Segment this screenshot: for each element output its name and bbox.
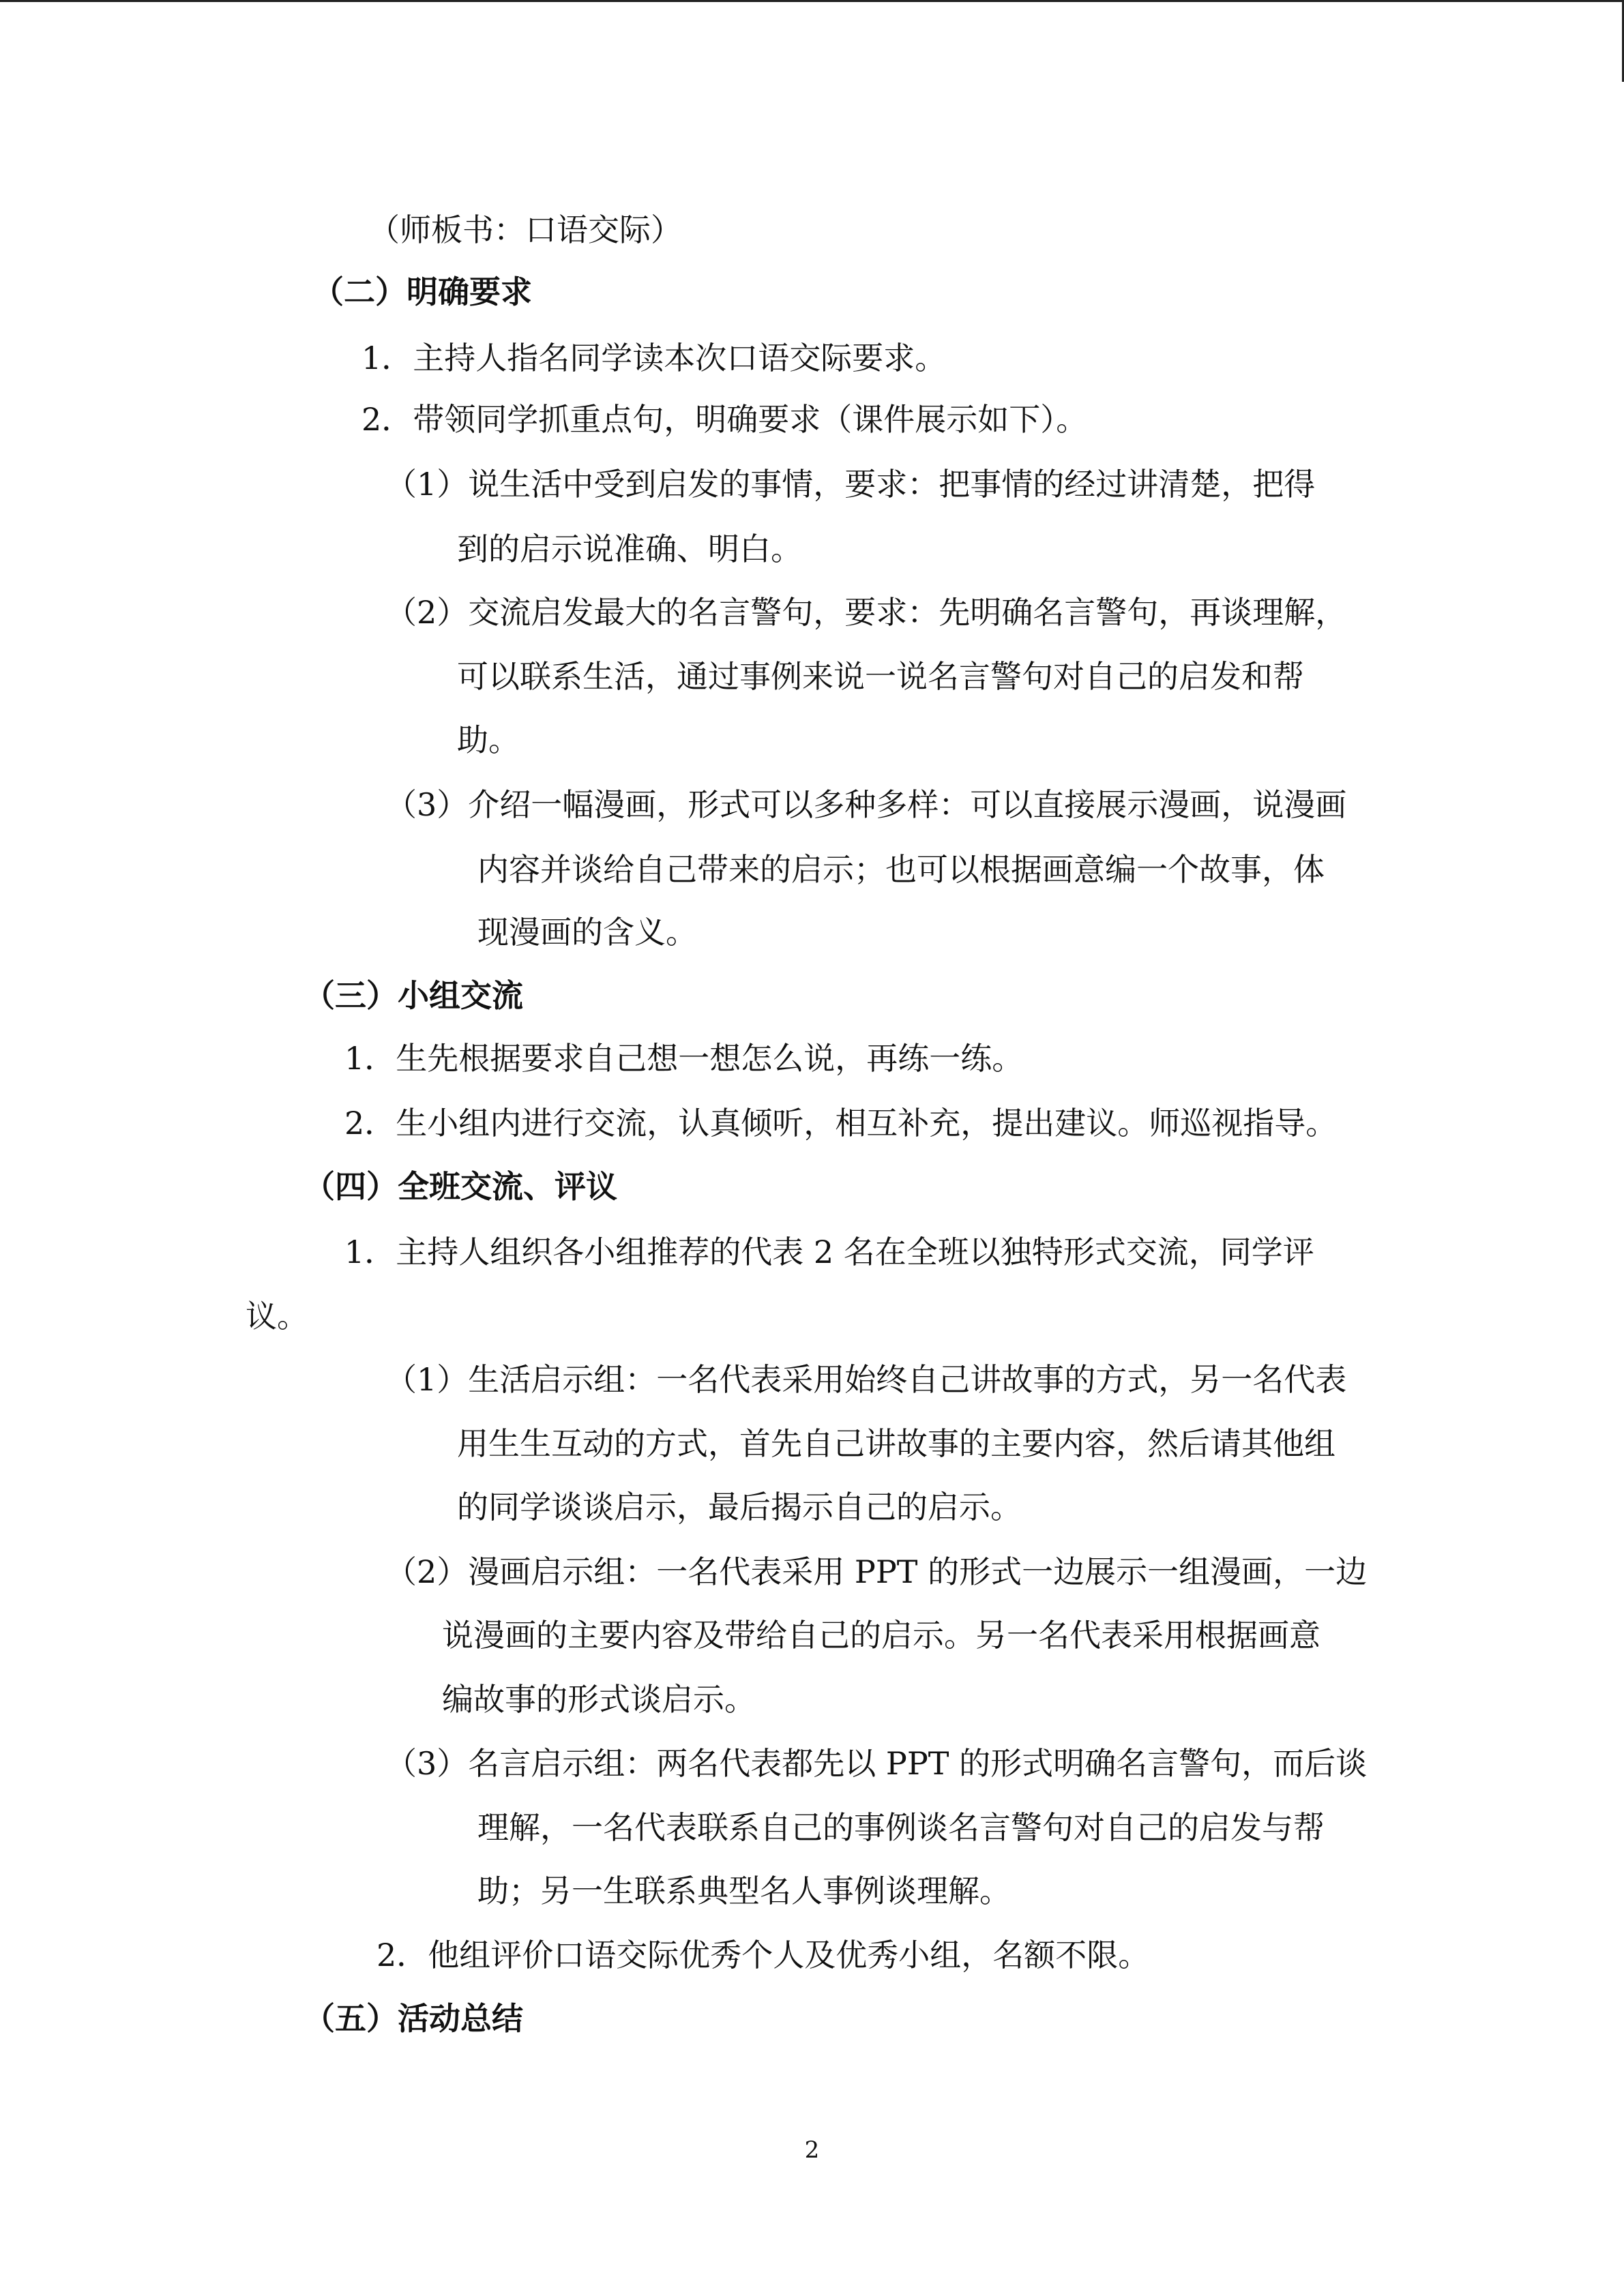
sub-item-continued: 助。 bbox=[457, 721, 520, 758]
sub-item: （2）漫画启示组：一名代表采用 PPT 的形式一边展示一组漫画，一边 bbox=[385, 1553, 1368, 1590]
section-heading-3: （三）小组交流 bbox=[304, 977, 523, 1014]
list-item: 1．主持人指名同学读本次口语交际要求。 bbox=[361, 340, 947, 376]
sub-item: （3）介绍一幅漫画，形式可以多种多样：可以直接展示漫画，说漫画 bbox=[385, 786, 1347, 823]
sub-item: （1）说生活中受到启发的事情，要求：把事情的经过讲清楚，把得 bbox=[385, 466, 1316, 503]
sub-item-continued: 编故事的形式谈启示。 bbox=[442, 1681, 756, 1718]
sub-item-continued: 助；另一生联系典型名人事例谈理解。 bbox=[477, 1873, 1011, 1909]
sub-item-continued: 内容并谈给自己带来的启示；也可以根据画意编一个故事，体 bbox=[477, 851, 1325, 888]
sub-item-continued: 用生生互动的方式，首先自己讲故事的主要内容，然后请其他组 bbox=[457, 1425, 1335, 1462]
sub-item-continued: 可以联系生活，通过事例来说一说名言警句对自己的启发和帮 bbox=[457, 658, 1304, 695]
sub-item-continued: 到的启示说准确、明白。 bbox=[457, 531, 802, 567]
sub-item-continued: 说漫画的主要内容及带给自己的启示。另一名代表采用根据画意 bbox=[442, 1617, 1320, 1654]
list-item-continued: 议。 bbox=[246, 1298, 308, 1335]
list-item: 1．主持人组织各小组推荐的代表 2 名在全班以独特形式交流，同学评 bbox=[344, 1234, 1314, 1270]
sub-item-continued: 的同学谈谈启示，最后揭示自己的启示。 bbox=[457, 1489, 1022, 1525]
list-item: 2．带领同学抓重点句，明确要求（课件展示如下）。 bbox=[361, 401, 1088, 438]
board-note: （师板书：口语交际） bbox=[368, 211, 682, 248]
sub-item: （3）名言启示组：两名代表都先以 PPT 的形式明确名言警句，而后谈 bbox=[385, 1745, 1368, 1782]
list-item: 1．生先根据要求自己想一想怎么说，再练一练。 bbox=[344, 1040, 1024, 1077]
section-heading-5: （五）活动总结 bbox=[304, 2000, 523, 2037]
sub-item: （1）生活启示组：一名代表采用始终自己讲故事的方式，另一名代表 bbox=[385, 1361, 1347, 1398]
page-number: 2 bbox=[804, 2136, 820, 2164]
list-item: 2．生小组内进行交流，认真倾听，相互补充，提出建议。师巡视指导。 bbox=[344, 1105, 1338, 1142]
section-heading-2: （二）明确要求 bbox=[312, 273, 532, 310]
sub-item: （2）交流启发最大的名言警句，要求：先明确名言警句，再谈理解， bbox=[385, 594, 1347, 631]
top-border bbox=[0, 0, 1624, 2]
list-item: 2．他组评价口语交际优秀个人及优秀小组，名额不限。 bbox=[377, 1937, 1150, 1973]
sub-item-continued: 理解，一名代表联系自己的事例谈名言警句对自己的启发与帮 bbox=[477, 1809, 1325, 1846]
section-heading-4: （四）全班交流、评议 bbox=[304, 1168, 617, 1205]
sub-item-continued: 现漫画的含义。 bbox=[477, 914, 697, 951]
